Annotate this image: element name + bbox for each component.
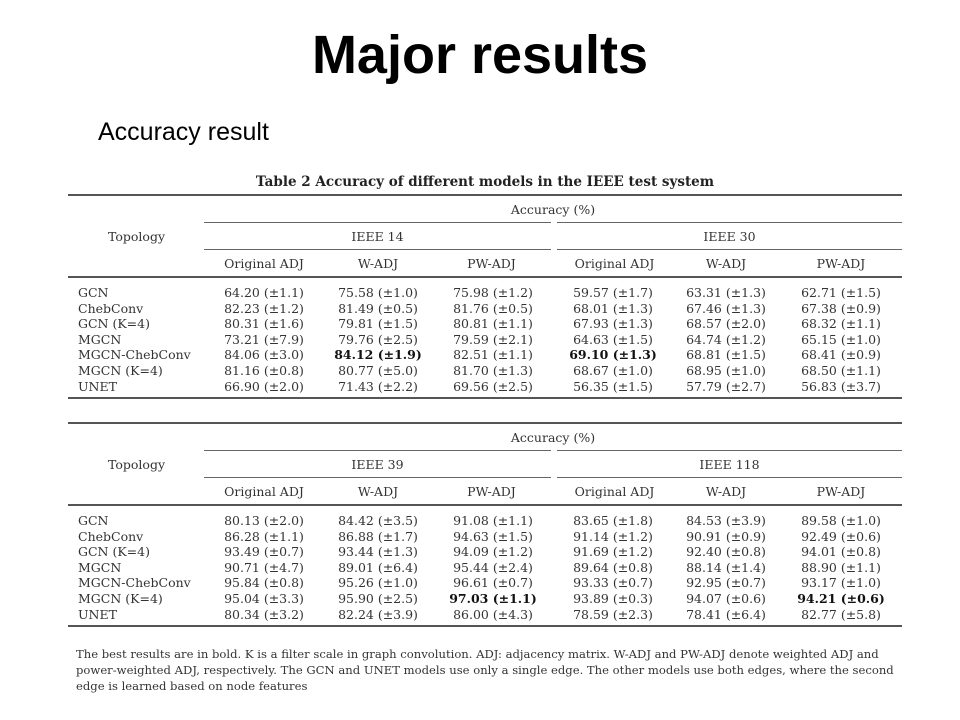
table-row [68, 560, 902, 576]
accuracy-cell: 92.95 (±0.7) [686, 575, 766, 591]
accuracy-cell: 64.63 (±1.5) [573, 331, 653, 347]
accuracy-cell: 89.58 (±1.0) [801, 513, 881, 528]
accuracy-cell: 93.49 (±0.7) [224, 544, 304, 560]
accuracy-cell: 82.23 (±1.2) [224, 300, 304, 316]
accuracy-cell: 79.76 (±2.5) [338, 331, 418, 347]
results-table-body [68, 504, 902, 627]
accuracy-cell: 59.57 (±1.7) [573, 285, 653, 300]
subcolumn-header: Original ADJ [204, 250, 324, 277]
table-row [68, 363, 902, 379]
accuracy-cell: 65.15 (±1.0) [801, 331, 881, 347]
table-row [68, 607, 902, 627]
accuracy-cell: 82.77 (±5.8) [801, 606, 881, 622]
accuracy-cell: 95.04 (±3.3) [224, 590, 304, 606]
accuracy-cell: 82.51 (±1.1) [453, 347, 533, 363]
model-name: GCN (K=4) [78, 316, 150, 332]
accuracy-cell: 68.57 (±2.0) [686, 316, 766, 332]
accuracy-cell: 88.14 (±1.4) [686, 559, 766, 575]
accuracy-cell: 95.84 (±0.8) [224, 575, 304, 591]
model-name: UNET [78, 378, 117, 394]
subcolumn-header: W-ADJ [672, 250, 780, 277]
accuracy-cell: 63.31 (±1.3) [686, 285, 766, 300]
accuracy-cell: 68.01 (±1.3) [573, 300, 653, 316]
table-row [68, 529, 902, 545]
accuracy-header: Accuracy (%) [510, 201, 596, 217]
accuracy-cell: 80.34 (±3.2) [224, 606, 304, 622]
subcolumn-header: PW-ADJ [780, 478, 902, 505]
accuracy-cell: 68.95 (±1.0) [686, 362, 766, 378]
table-row [68, 332, 902, 348]
accuracy-cell: 94.09 (±1.2) [453, 544, 533, 560]
accuracy-cell: 67.93 (±1.3) [573, 316, 653, 332]
accuracy-cell: 95.90 (±2.5) [338, 590, 418, 606]
model-name: ChebConv [78, 528, 144, 544]
accuracy-cell: 75.58 (±1.0) [338, 285, 418, 300]
subcolumn-header: Original ADJ [204, 478, 324, 505]
table-row [68, 379, 902, 399]
system-header: IEEE 14 [204, 223, 554, 250]
system-header: IEEE 39 [204, 451, 554, 478]
accuracy-cell: 71.43 (±2.2) [338, 378, 418, 394]
accuracy-cell: 79.81 (±1.5) [338, 316, 418, 332]
accuracy-cell: 80.13 (±2.0) [224, 513, 304, 528]
subcolumn-header: Original ADJ [554, 250, 672, 277]
table-row [68, 544, 902, 560]
slide-subtitle: Accuracy result [98, 118, 269, 146]
accuracy-cell: 94.07 (±0.6) [686, 590, 766, 606]
accuracy-cell: 94.21 (±0.6) [797, 590, 885, 606]
results-table [68, 194, 902, 276]
table-row [68, 277, 902, 301]
accuracy-header: Accuracy (%) [510, 429, 596, 445]
subcolumn-header: PW-ADJ [432, 250, 554, 277]
accuracy-cell: 68.41 (±0.9) [801, 347, 881, 363]
accuracy-cell: 80.81 (±1.1) [453, 316, 533, 332]
accuracy-cell: 68.67 (±1.0) [573, 362, 653, 378]
accuracy-cell: 67.46 (±1.3) [686, 300, 766, 316]
accuracy-cell: 66.90 (±2.0) [224, 378, 304, 394]
accuracy-cell: 73.21 (±7.9) [224, 331, 304, 347]
accuracy-cell: 89.64 (±0.8) [573, 559, 653, 575]
accuracy-cell: 64.74 (±1.2) [686, 331, 766, 347]
model-name: GCN [78, 513, 109, 528]
subcolumn-header: W-ADJ [324, 250, 432, 277]
accuracy-cell: 95.44 (±2.4) [453, 559, 533, 575]
accuracy-cell: 91.69 (±1.2) [573, 544, 653, 560]
accuracy-cell: 69.56 (±2.5) [453, 378, 533, 394]
results-table [68, 422, 902, 504]
accuracy-cell: 80.77 (±5.0) [338, 362, 418, 378]
model-name: GCN (K=4) [78, 544, 150, 560]
accuracy-cell: 90.91 (±0.9) [686, 528, 766, 544]
accuracy-cell: 93.33 (±0.7) [573, 575, 653, 591]
model-name: MGCN (K=4) [78, 590, 163, 606]
model-name: MGCN-ChebConv [78, 347, 191, 363]
accuracy-cell: 96.61 (±0.7) [453, 575, 533, 591]
accuracy-cell: 86.88 (±1.7) [338, 528, 418, 544]
accuracy-cell: 81.70 (±1.3) [453, 362, 533, 378]
table-row [68, 316, 902, 332]
accuracy-cell: 84.42 (±3.5) [338, 513, 418, 528]
accuracy-cell: 62.71 (±1.5) [801, 285, 881, 300]
system-header: IEEE 118 [554, 451, 902, 478]
accuracy-cell: 84.12 (±1.9) [334, 347, 422, 363]
table-row [68, 591, 902, 607]
accuracy-cell: 93.89 (±0.3) [573, 590, 653, 606]
table-footnote: The best results are in bold. K is a filter scale in graph convolution. ADJ: adjacency matrix. W-ADJ and PW-ADJ denote weighted ADJ and power-weighted ADJ, respectively. The GCN and UNET models use only a single edge. The other models use both edges, where the second edge is learned based on node features [76, 647, 894, 693]
accuracy-cell: 56.83 (±3.7) [801, 378, 881, 394]
accuracy-cell: 81.49 (±0.5) [338, 300, 418, 316]
table-row [68, 301, 902, 317]
table-row [68, 505, 902, 529]
accuracy-cell: 91.14 (±1.2) [573, 528, 653, 544]
accuracy-cell: 93.17 (±1.0) [801, 575, 881, 591]
topology-header: Topology [108, 228, 166, 244]
topology-header: Topology [108, 456, 166, 472]
results-table-body [68, 276, 902, 399]
accuracy-cell: 82.24 (±3.9) [338, 606, 418, 622]
accuracy-cell: 90.71 (±4.7) [224, 559, 304, 575]
system-header: IEEE 30 [554, 223, 902, 250]
accuracy-cell: 57.79 (±2.7) [686, 378, 766, 394]
model-name: MGCN [78, 331, 122, 347]
accuracy-cell: 56.35 (±1.5) [573, 378, 653, 394]
accuracy-cell: 89.01 (±6.4) [338, 559, 418, 575]
model-name: MGCN-ChebConv [78, 575, 191, 591]
accuracy-cell: 86.00 (±4.3) [453, 606, 533, 622]
accuracy-cell: 95.26 (±1.0) [338, 575, 418, 591]
accuracy-cell: 79.59 (±2.1) [453, 331, 533, 347]
accuracy-cell: 88.90 (±1.1) [801, 559, 881, 575]
accuracy-cell: 83.65 (±1.8) [573, 513, 653, 528]
accuracy-cell: 92.49 (±0.6) [801, 528, 881, 544]
accuracy-cell: 68.50 (±1.1) [801, 362, 881, 378]
accuracy-cell: 93.44 (±1.3) [338, 544, 418, 560]
accuracy-cell: 91.08 (±1.1) [453, 513, 533, 528]
accuracy-cell: 81.76 (±0.5) [453, 300, 533, 316]
model-name: UNET [78, 606, 117, 622]
accuracy-cell: 64.20 (±1.1) [224, 285, 304, 300]
accuracy-cell: 97.03 (±1.1) [449, 590, 537, 606]
table-row [68, 575, 902, 591]
table-row [68, 347, 902, 363]
accuracy-cell: 86.28 (±1.1) [224, 528, 304, 544]
subcolumn-header: W-ADJ [324, 478, 432, 505]
accuracy-cell: 75.98 (±1.2) [453, 285, 533, 300]
accuracy-cell: 84.53 (±3.9) [686, 513, 766, 528]
accuracy-cell: 80.31 (±1.6) [224, 316, 304, 332]
accuracy-cell: 84.06 (±3.0) [224, 347, 304, 363]
model-name: GCN [78, 285, 109, 300]
table-block-upper [68, 194, 902, 399]
accuracy-cell: 81.16 (±0.8) [224, 362, 304, 378]
table-block-lower [68, 422, 902, 627]
accuracy-cell: 68.81 (±1.5) [686, 347, 766, 363]
subcolumn-header: W-ADJ [672, 478, 780, 505]
accuracy-cell: 94.01 (±0.8) [801, 544, 881, 560]
model-name: ChebConv [78, 300, 144, 316]
subcolumn-header: PW-ADJ [432, 478, 554, 505]
subcolumn-header: PW-ADJ [780, 250, 902, 277]
accuracy-cell: 69.10 (±1.3) [569, 347, 657, 363]
model-name: MGCN [78, 559, 122, 575]
slide-title: Major results [311, 25, 649, 85]
table-caption: Table 2 Accuracy of different models in the IEEE test system [255, 174, 715, 190]
model-name: MGCN (K=4) [78, 362, 163, 378]
accuracy-cell: 68.32 (±1.1) [801, 316, 881, 332]
accuracy-cell: 78.41 (±6.4) [686, 606, 766, 622]
accuracy-cell: 67.38 (±0.9) [801, 300, 881, 316]
accuracy-cell: 92.40 (±0.8) [686, 544, 766, 560]
accuracy-cell: 94.63 (±1.5) [453, 528, 533, 544]
subcolumn-header: Original ADJ [554, 478, 672, 505]
accuracy-cell: 78.59 (±2.3) [573, 606, 653, 622]
